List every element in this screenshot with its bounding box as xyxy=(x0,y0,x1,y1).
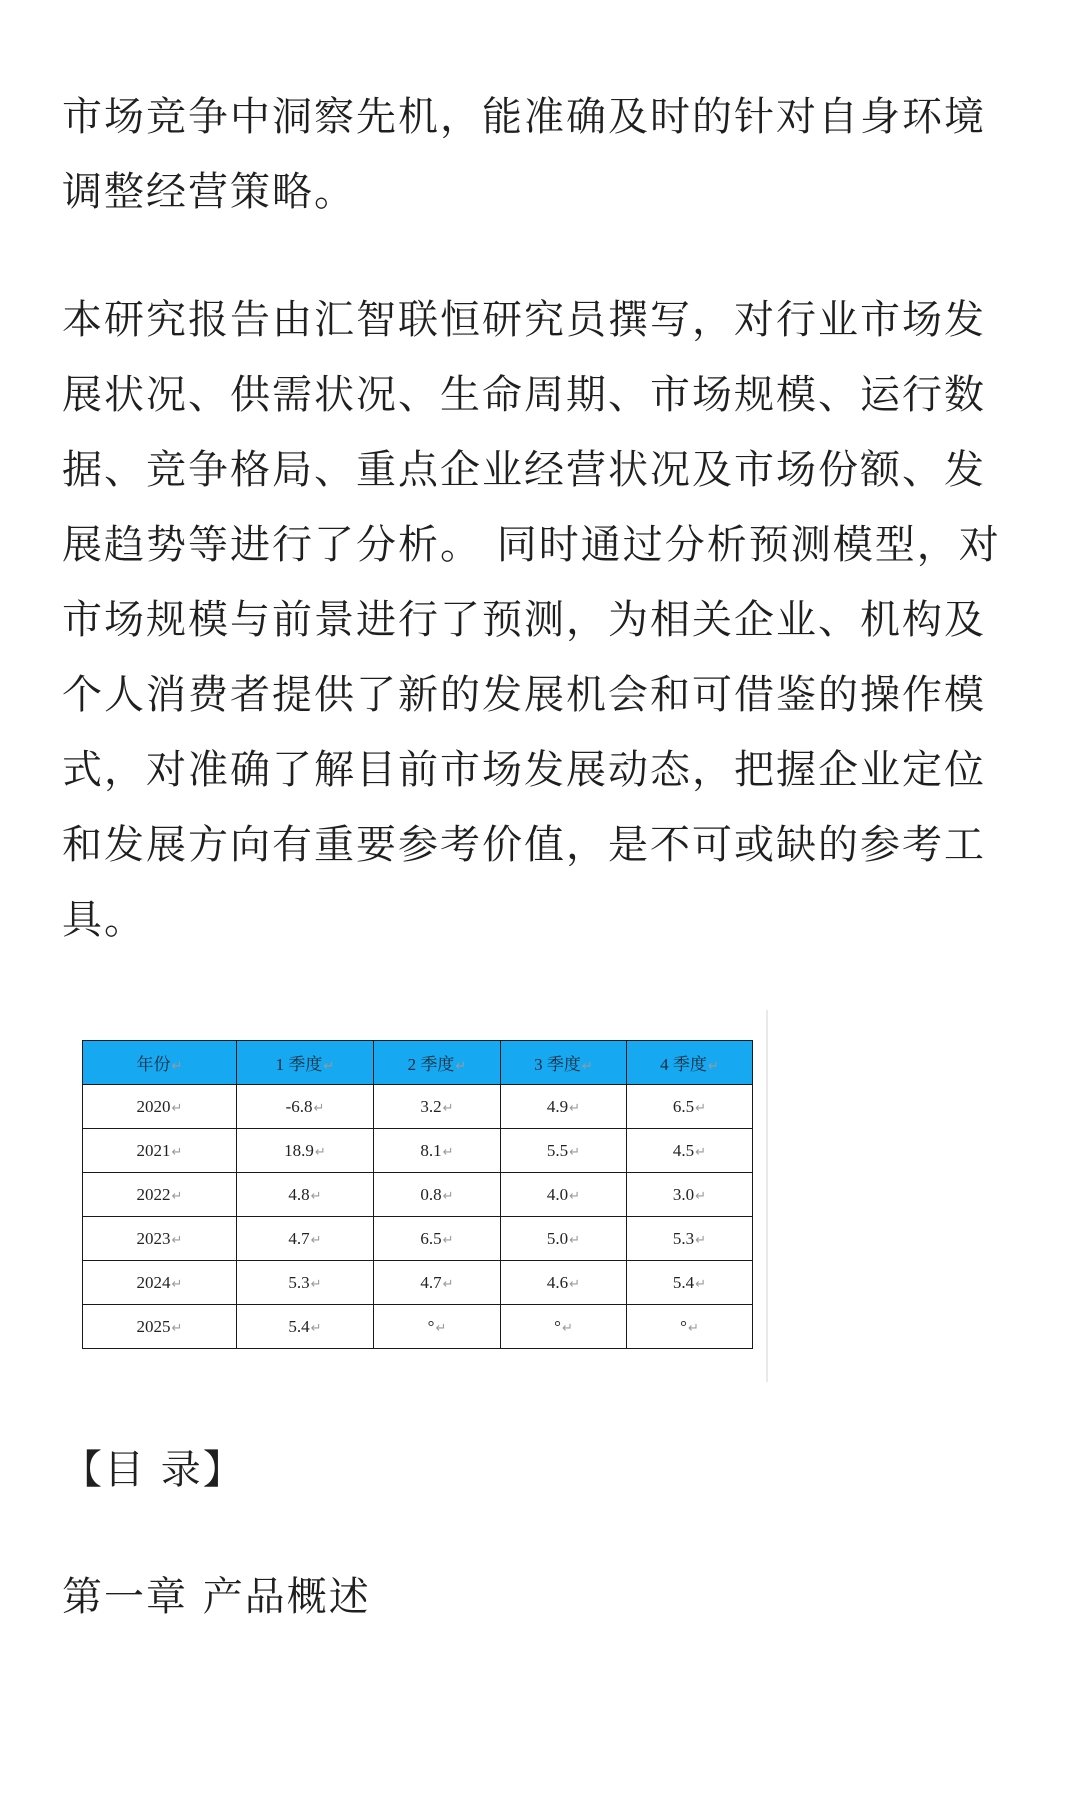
image-edge-divider xyxy=(766,1010,768,1382)
table-header-row xyxy=(83,1041,753,1085)
table-row xyxy=(83,1173,753,1217)
table-cell: 3.0↵ xyxy=(627,1173,753,1217)
table-row xyxy=(83,1261,753,1305)
header-cell: 1 季度↵ xyxy=(237,1041,374,1085)
table-cell: 6.5↵ xyxy=(374,1217,501,1261)
table-cell: -6.8↵ xyxy=(237,1085,374,1129)
table-cell: 4.7↵ xyxy=(374,1261,501,1305)
table-cell: 4.0↵ xyxy=(501,1173,627,1217)
table-row xyxy=(83,1085,753,1129)
table-cell: 5.4↵ xyxy=(627,1261,753,1305)
toc-heading: 【目 录】 xyxy=(62,1447,245,1493)
header-cell: 2 季度↵ xyxy=(374,1041,501,1085)
quarterly-data-table xyxy=(82,1040,753,1349)
table-cell: 2022↵ xyxy=(83,1173,237,1217)
table-cell: 2024↵ xyxy=(83,1261,237,1305)
table-row xyxy=(83,1305,753,1349)
table-cell: 4.9↵ xyxy=(501,1085,627,1129)
table-cell: 5.4↵ xyxy=(237,1305,374,1349)
table-cell: 4.6↵ xyxy=(501,1261,627,1305)
report-description-paragraph: 本研究报告由汇智联恒研究员撰写，对行业市场发展状况、供需状况、生命周期、市场规模、运行数据、竞争格局、重点企业经营状况及市场份额、发展趋势等进行了分析。 同时通过分析预测模型，对市场规模与前景进行了预测，为相关企业、机构及个人消费者提供了新的发展机会和可借鉴的操作模式，对准确了解目前市场发展动态，把握企业定位和发展方向有重要参考价值，是不可或缺的参考工具。 xyxy=(62,297,1001,943)
table-cell: 8.1↵ xyxy=(374,1129,501,1173)
table-cell: 5.5↵ xyxy=(501,1129,627,1173)
table-cell: °↵ xyxy=(374,1305,501,1349)
table-cell: 4.7↵ xyxy=(237,1217,374,1261)
header-cell: 年份↵ xyxy=(83,1041,237,1085)
table-cell: 2020↵ xyxy=(83,1085,237,1129)
table-cell: 2023↵ xyxy=(83,1217,237,1261)
table-cell: 0.8↵ xyxy=(374,1173,501,1217)
table-cell: 5.3↵ xyxy=(237,1261,374,1305)
table-cell: 18.9↵ xyxy=(237,1129,374,1173)
table-cell: 5.0↵ xyxy=(501,1217,627,1261)
table-cell: 5.3↵ xyxy=(627,1217,753,1261)
table-cell: 4.8↵ xyxy=(237,1173,374,1217)
header-cell: 3 季度↵ xyxy=(501,1041,627,1085)
quarterly-data-table-image xyxy=(82,1040,752,1349)
table-cell: °↵ xyxy=(627,1305,753,1349)
table-cell: 6.5↵ xyxy=(627,1085,753,1129)
table-cell: 3.2↵ xyxy=(374,1085,501,1129)
header-cell: 4 季度↵ xyxy=(627,1041,753,1085)
table-row xyxy=(83,1129,753,1173)
chapter-title: 第一章 产品概述 xyxy=(62,1574,371,1620)
table-cell: 2021↵ xyxy=(83,1129,237,1173)
table-row xyxy=(83,1217,753,1261)
intro-paragraph: 市场竞争中洞察先机，能准确及时的针对自身环境调整经营策略。 xyxy=(62,94,986,215)
table-cell: 2025↵ xyxy=(83,1305,237,1349)
table-cell: °↵ xyxy=(501,1305,627,1349)
table-cell: 4.5↵ xyxy=(627,1129,753,1173)
